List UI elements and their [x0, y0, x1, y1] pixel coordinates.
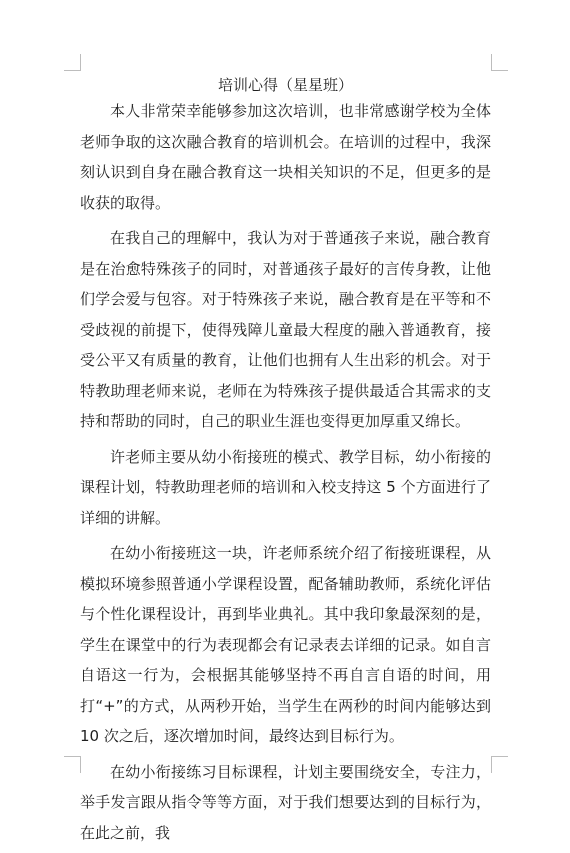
- paragraph-2: 在我自己的理解中，我认为对于普通孩子来说，融合教育是在治愈特殊孩子的同时，对普通孩子最好的言传身教，让他们学会爱与包容。对于特殊孩子来说，融合教育是在平等和不受歧视的前提下，使得残障儿童最大程度的融入普通教育，接受公平又有质量的教育，让他们也拥有人生出彩的机会。对于特教助理老师来说，老师在为特殊孩子提供最适合其需求的支持和帮助的同时，自己的职业生涯也变得更加厚重又绵长。: [80, 229, 491, 430]
- document-body: [80, 74, 491, 853]
- paragraph-3: 许老师主要从幼小衔接班的模式、教学目标，幼小衔接的课程计划，特教助理老师的培训和入校支持这 5 个方面进行了详细的讲解。: [80, 447, 491, 527]
- paragraph-1: 本人非常荣幸能够参加这次培训，也非常感谢学校为全体老师争取的这次融合教育的培训机会。在培训的过程中，我深刻认识到自身在融合教育这一块相关知识的不足，但更多的是收获的取得。: [80, 102, 491, 212]
- margin-mark-bottom-left: [64, 756, 81, 773]
- margin-mark-top-right: [491, 54, 508, 71]
- margin-mark-bottom-right: [491, 756, 508, 773]
- paragraph-5: 在幼小衔接练习目标课程，计划主要围绕安全，专注力，举手发言跟从指令等等方面，对于我们想要达到的目标行为，在此之前，我: [80, 762, 491, 842]
- margin-mark-top-left: [64, 54, 81, 71]
- document-title: 培训心得（星星班）: [217, 76, 353, 94]
- paragraph-4: 在幼小衔接班这一块，许老师系统介绍了衔接班课程，从模拟环境参照普通小学课程设置，配备辅助教师，系统化评估与个性化课程设计，再到毕业典礼。其中我印象最深刻的是，学生在课堂中的行为表现都会有记录表去详细的记录。如自言自语这一行为，会根据其能够坚持不再自言自语的时间，用打“+”的方式，从两秒开始，当学生在两秒的时间内能够达到 10 次之后，逐次增加时间，最终达到目标行为。: [80, 544, 491, 745]
